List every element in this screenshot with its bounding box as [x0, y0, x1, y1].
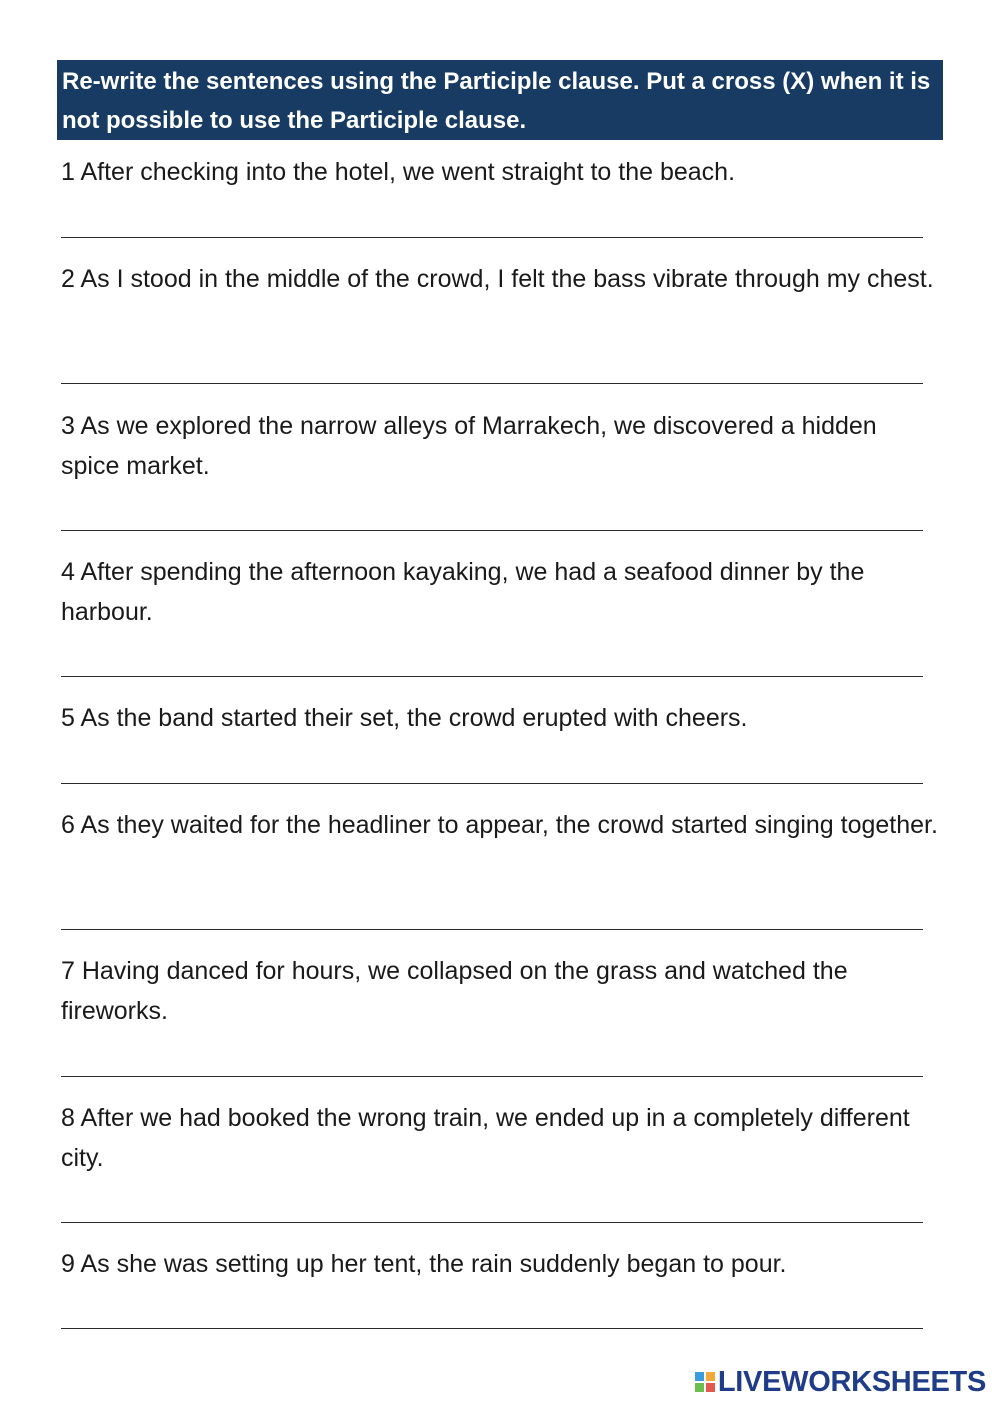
question-6: [61, 805, 941, 845]
liveworksheets-logo-icon: [695, 1372, 715, 1392]
question-1: [61, 152, 941, 192]
question-5: [61, 698, 941, 738]
answer-4-field[interactable]: [61, 676, 923, 677]
liveworksheets-logo: [695, 1366, 986, 1398]
question-4-text: 4 After spending the afternoon kayaking, we had a seafood dinner by the harbour.: [61, 558, 865, 626]
question-2: [61, 259, 941, 299]
answer-2-field[interactable]: [61, 383, 923, 384]
answer-1-field[interactable]: [61, 237, 923, 238]
question-8: [61, 1098, 941, 1178]
question-7: [61, 951, 941, 1031]
question-7-text: 7 Having danced for hours, we collapsed on the grass and watched the fireworks.: [61, 957, 848, 1025]
logo-tile-3: [695, 1383, 704, 1392]
logo-tile-2: [706, 1372, 715, 1381]
question-2-text: 2 As I stood in the middle of the crowd, I felt the bass vibrate through my chest.: [61, 265, 934, 293]
question-1-text: 1 After checking into the hotel, we went straight to the beach.: [61, 158, 736, 186]
logo-tile-1: [695, 1372, 704, 1381]
answer-7-field[interactable]: [61, 1076, 923, 1077]
question-6-text: 6 As they waited for the headliner to appear, the crowd started singing together.: [61, 811, 938, 839]
answer-8-field[interactable]: [61, 1222, 923, 1223]
question-4: [61, 552, 941, 632]
question-3: [61, 406, 941, 486]
instruction-banner: Re-write the sentences using the Participle clause. Put a cross (X) when it is not possible to use the Participle clause.: [57, 60, 943, 140]
answer-6-field[interactable]: [61, 929, 923, 930]
question-9: [61, 1244, 941, 1284]
answer-5-field[interactable]: [61, 783, 923, 784]
question-9-text: 9 As she was setting up her tent, the rain suddenly began to pour.: [61, 1250, 787, 1278]
logo-tile-4: [706, 1383, 715, 1392]
answer-3-field[interactable]: [61, 530, 923, 531]
question-3-text: 3 As we explored the narrow alleys of Marrakech, we discovered a hidden spice market.: [61, 412, 877, 480]
answer-9-field[interactable]: [61, 1328, 923, 1329]
question-8-text: 8 After we had booked the wrong train, we ended up in a completely different city.: [61, 1104, 910, 1172]
question-5-text: 5 As the band started their set, the crowd erupted with cheers.: [61, 704, 748, 732]
logo-wordmark: LIVEWORKSHEETS: [717, 1365, 986, 1398]
